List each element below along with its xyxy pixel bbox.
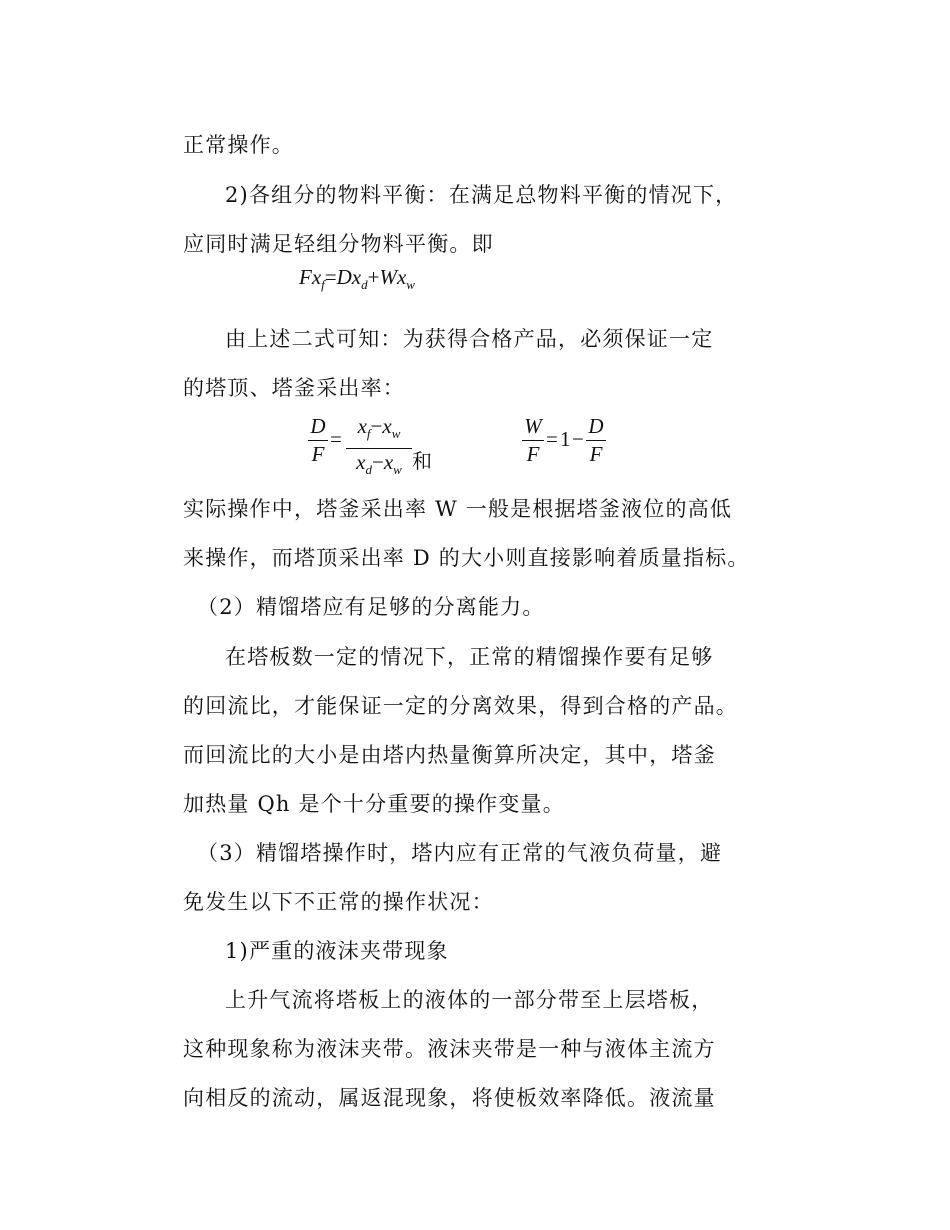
eq-F: F bbox=[299, 265, 312, 289]
fraction-bar bbox=[522, 440, 544, 441]
fraction-x-diff bbox=[346, 414, 412, 482]
den-x1: x bbox=[356, 450, 366, 474]
equals-sign: = bbox=[330, 427, 342, 451]
text-line-3: 应同时满足轻组分物料平衡。即 bbox=[183, 232, 494, 256]
eq-equals: = bbox=[324, 265, 337, 289]
text-line-6: 实际操作中，塔釜采出率 W 一般是根据塔釜液位的高低 bbox=[183, 497, 733, 521]
text-line-5: 的塔顶、塔釜采出率： bbox=[183, 376, 405, 400]
eq-sub-d: d bbox=[361, 277, 368, 292]
fraction-denominator bbox=[346, 450, 412, 482]
fraction-num-D: D bbox=[310, 414, 326, 438]
eq-D: D bbox=[336, 265, 352, 289]
fraction-numerator bbox=[346, 414, 412, 446]
text-line-2: 2)各组分的物料平衡：在满足总物料平衡的情况下， bbox=[225, 183, 738, 207]
section-heading-2: （2）精馏塔应有足够的分离能力。 bbox=[197, 595, 545, 619]
text-line-1: 正常操作。 bbox=[183, 133, 294, 157]
bottom-ratio-equation bbox=[518, 414, 618, 474]
text-line-12: 加热量 Qh 是个十分重要的操作变量。 bbox=[183, 792, 565, 816]
fraction-bar bbox=[346, 448, 412, 449]
den-x2: x bbox=[383, 450, 394, 474]
text-line-4: 由上述二式可知：为获得合格产品，必须保证一定 bbox=[225, 327, 714, 351]
eq-sub-f: f bbox=[321, 277, 325, 292]
fraction-bar bbox=[586, 440, 606, 441]
den-sub-d: d bbox=[365, 462, 372, 477]
material-balance-equation bbox=[299, 265, 415, 297]
text-line-18: 向相反的流动，属返混现象，将使板效率降低。液流量 bbox=[183, 1086, 716, 1110]
eq-x: x bbox=[311, 265, 322, 289]
fraction-D-over-F bbox=[586, 414, 606, 466]
num-x1: x bbox=[357, 414, 367, 438]
one-digit: 1 bbox=[560, 427, 571, 451]
fraction-num-D: D bbox=[588, 414, 604, 438]
fraction-den-F: F bbox=[589, 442, 603, 466]
fraction-den-F: F bbox=[311, 442, 325, 466]
eq-sub-w: w bbox=[406, 277, 415, 292]
fraction-num-W: W bbox=[524, 414, 542, 438]
eq-W: W bbox=[379, 265, 397, 289]
den-sub-w: w bbox=[393, 462, 402, 477]
fraction-den-F: F bbox=[526, 442, 540, 466]
subheading-entrainment: 1)严重的液沫夹带现象 bbox=[225, 939, 449, 963]
text-line-14: 免发生以下不正常的操作状况： bbox=[183, 890, 494, 914]
and-word: 和 bbox=[412, 449, 432, 473]
eq-x2: x bbox=[351, 265, 362, 289]
section-heading-3: （3）精馏塔操作时，塔内应有正常的气液负荷量，避 bbox=[197, 841, 723, 865]
num-x2: x bbox=[382, 414, 392, 438]
num-sub-f: f bbox=[366, 426, 371, 441]
den-minus: − bbox=[371, 450, 384, 474]
fraction-W-over-F bbox=[522, 414, 544, 466]
text-line-16: 上升气流将塔板上的液体的一部分带至上层塔板， bbox=[225, 988, 714, 1012]
num-sub-w: w bbox=[391, 426, 401, 441]
text-line-17: 这种现象称为液沫夹带。液沫夹带是一种与液体主流方 bbox=[183, 1037, 716, 1061]
num-minus: − bbox=[370, 414, 383, 438]
equals-sign: = bbox=[546, 427, 558, 451]
fraction-D-over-F bbox=[308, 414, 328, 466]
text-line-10: 的回流比，才能保证一定的分离效果，得到合格的产品。 bbox=[183, 694, 738, 718]
fraction-bar bbox=[308, 440, 328, 441]
text-line-7: 来操作，而塔顶采出率 D 的大小则直接影响着质量指标。 bbox=[183, 546, 750, 570]
eq-x3: x bbox=[396, 265, 407, 289]
minus-sign: − bbox=[572, 427, 584, 451]
eq-plus: + bbox=[367, 265, 380, 289]
text-line-11: 而回流比的大小是由塔内热量衡算所决定，其中，塔釜 bbox=[183, 743, 716, 767]
text-line-9: 在塔板数一定的情况下，正常的精馏操作要有足够 bbox=[225, 645, 714, 669]
